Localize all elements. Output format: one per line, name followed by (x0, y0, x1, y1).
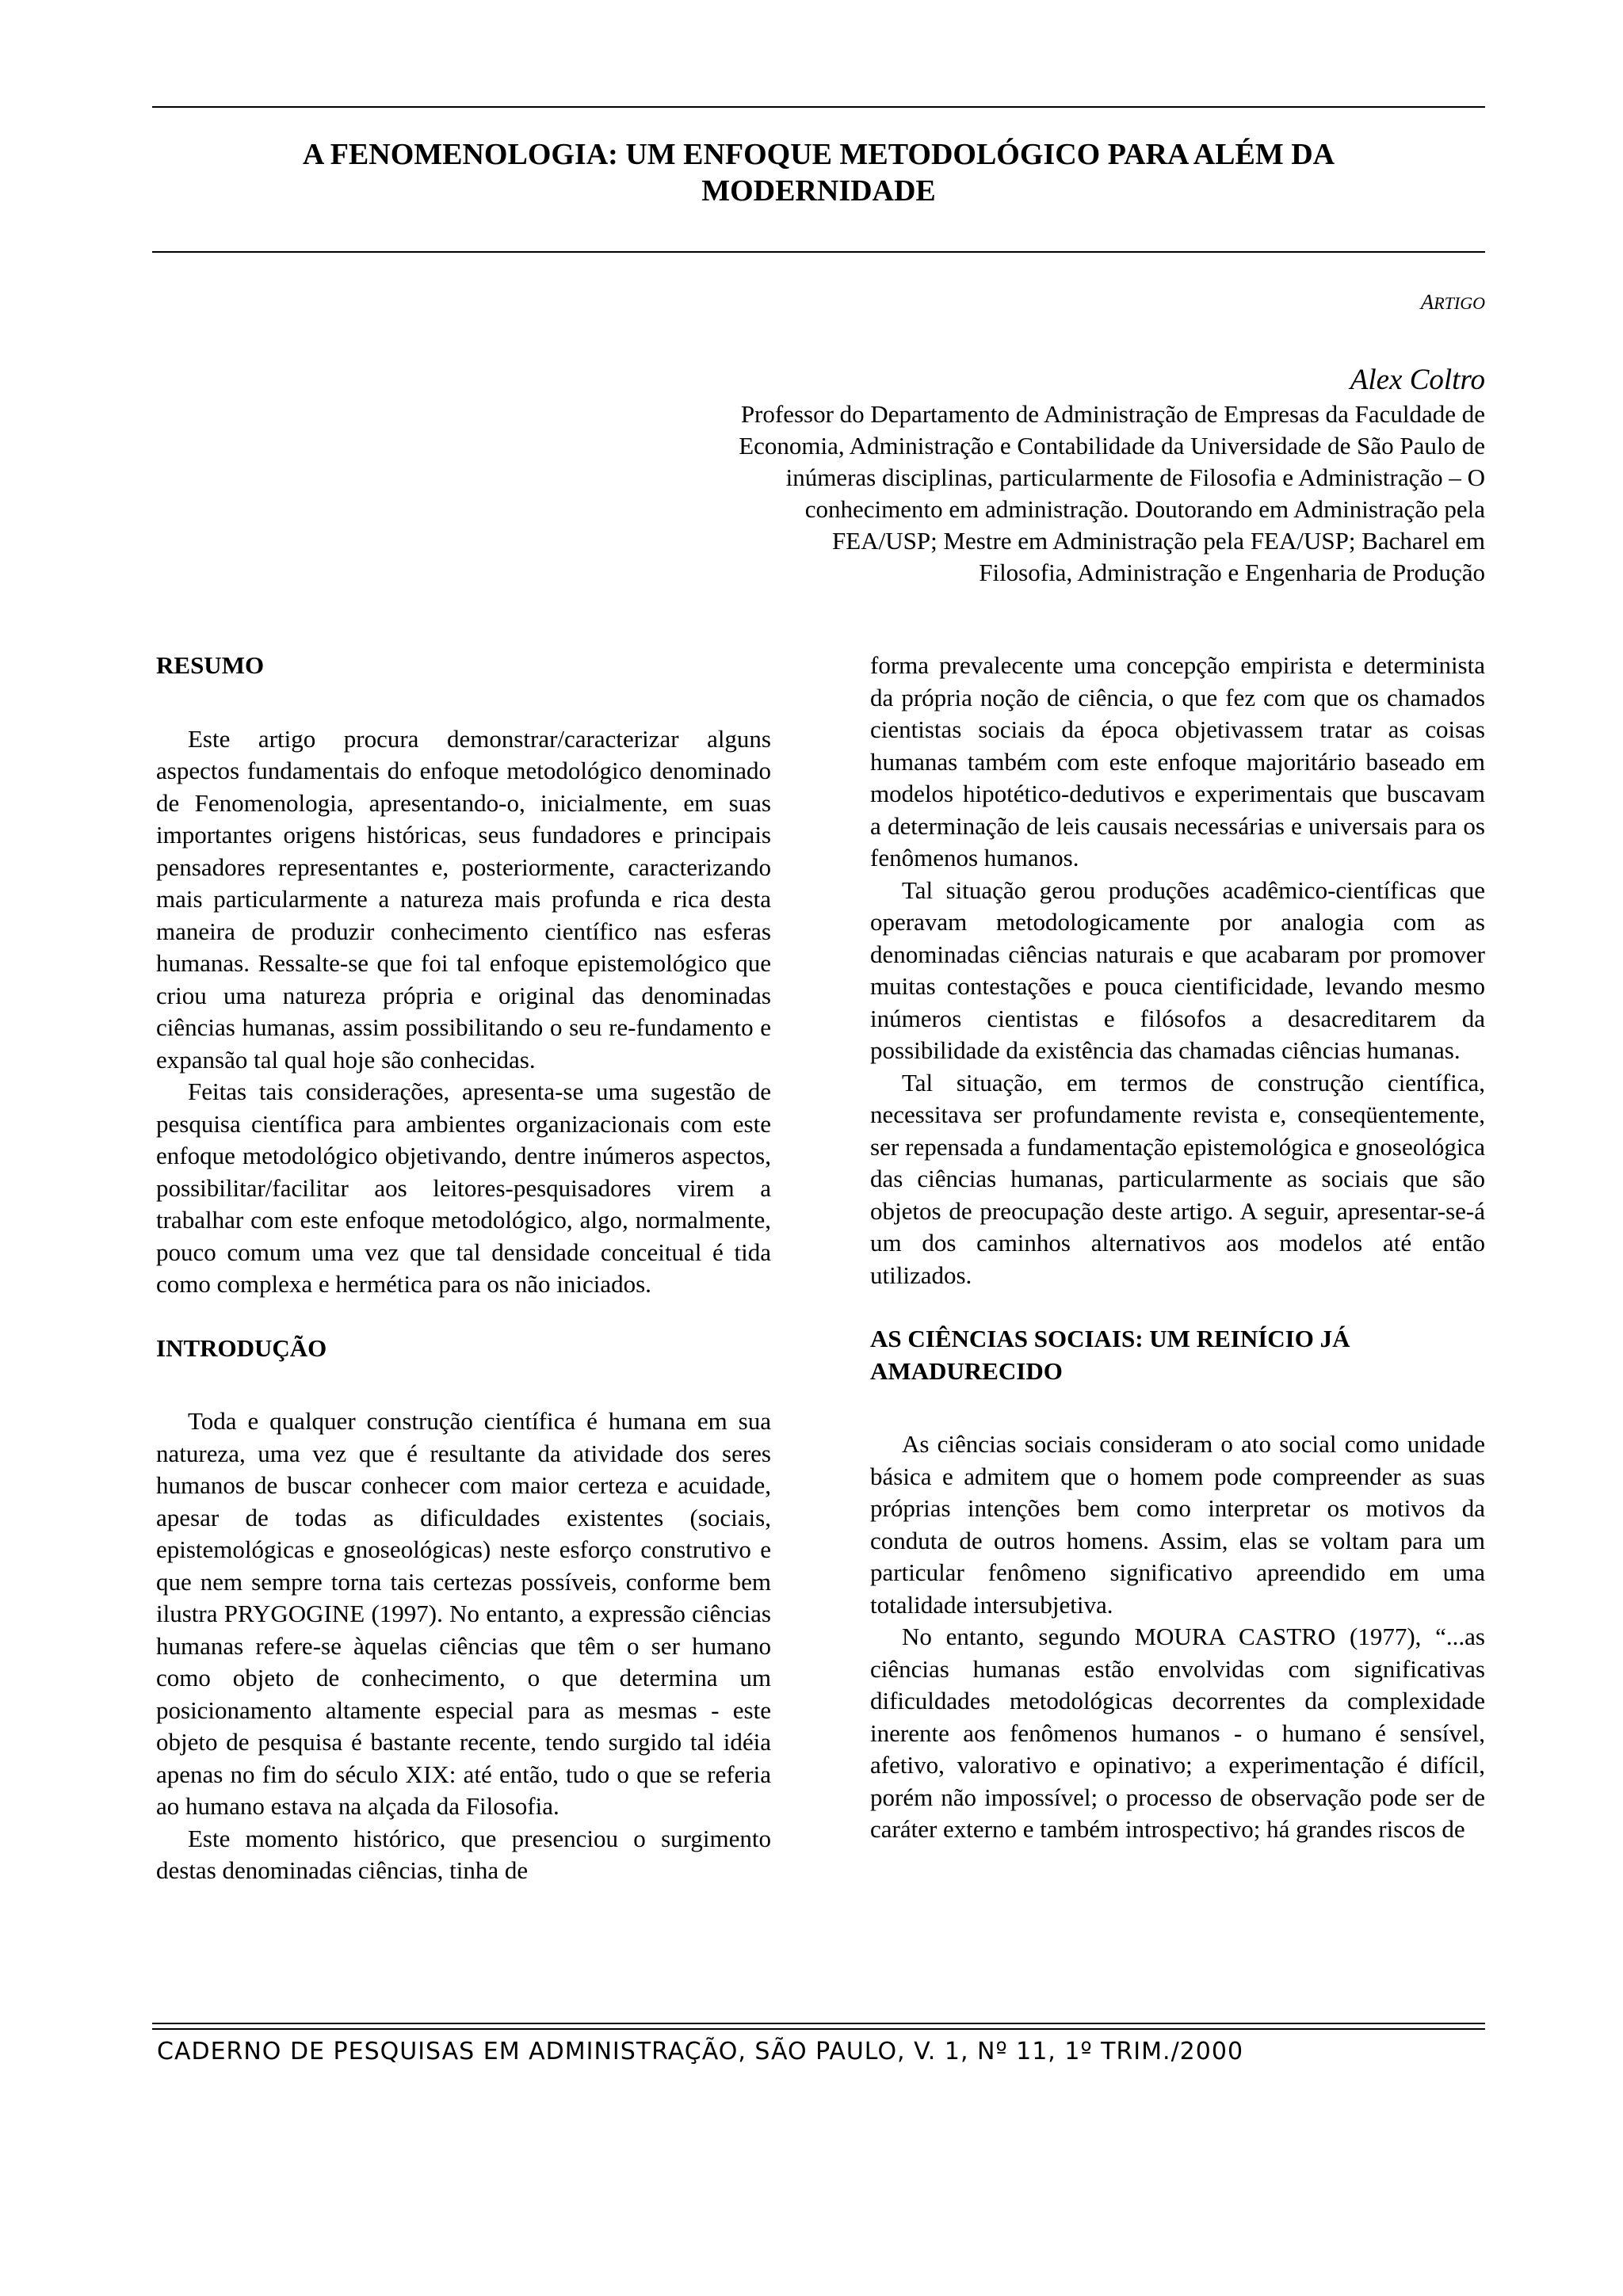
affiliation-line: inúmeras disciplinas, particularmente de Filosofia e Administração – O (785, 463, 1485, 491)
right-column (870, 650, 1485, 1846)
article-label-rest: RTIGO (1434, 293, 1485, 313)
right-paragraph-5: No entanto, segundo MOURA CASTRO (1977), “...as ciências humanas estão envolvidas com significativas dificuldades metodológicas decorrentes da complexidade inerente aos fenômenos humanos - o humano é sensível, afetivo, valorativo e opinativo; a experimentação é difícil, porém não impossível; o processo de observação pode ser de caráter externo e também introspectivo; há grandes riscos de (870, 1623, 1485, 1843)
author-name: Alex Coltro (1350, 364, 1485, 396)
resumo-paragraph-1: Este artigo procura demonstrar/caracterizar alguns aspectos fundamentais do enfoque metodológico denominado de Fenomenologia, apresentando-o, inicialmente, em suas importantes origens históricas, seus fundadores e principais pensadores representantes e, posteriormente, caracterizando mais particularmente a natureza mais profunda e rica desta maneira de produzir conhecimento científico nas esferas humanas. Ressalte-se que foi tal enfoque epistemológico que criou uma natureza própria e original das denominadas ciências humanas, assim possibilitando o seu re-fundamento e expansão tal qual hoje são conhecidas. (156, 724, 771, 1074)
right-paragraph-1: forma prevalecente uma concepção empirista e determinista da própria noção de ciência, o que fez com que os chamados cientistas sociais da época objetivassem tratar as coisas humanas também com este enfoque majoritário baseado em modelos hipotético-dedutivos e experimentais que buscavam a determinação de leis causais necessárias e universais para os fenômenos humanos. (870, 651, 1485, 871)
article-type-label (1421, 290, 1485, 315)
title-line-2: MODERNIDADE (701, 174, 936, 208)
footer-rule-lower (152, 2028, 1485, 2030)
article-label-initial: A (1420, 290, 1434, 314)
affiliation-line: conhecimento em administração. Doutorando em Administração pela (804, 495, 1485, 523)
introducao-paragraph-1: Toda e qualquer construção científica é humana em sua natureza, uma vez que é resultante da atividade dos seres humanos de buscar conhecer com maior certeza e acuidade, apesar de todas as dificuldades existentes (sociais, epistemológicas e gnoseológicas) neste esforço construtivo e que nem sempre torna tais certezas possíveis, conforme bem ilustra PRYGOGINE (1997). No entanto, a expressão ciências humanas refere-se àquelas ciências que têm o ser humano como objeto de conhecimento, o que determina um posicionamento altamente especial para as mesmas - este objeto de pesquisa é bastante recente, tendo surgido tal idéia apenas no fim do século XIX: até então, tudo o que se referia ao humano estava na alçada da Filosofia. (156, 1407, 771, 1820)
top-rule (152, 106, 1485, 108)
right-paragraph-4: As ciências sociais consideram o ato social como unidade básica e admitem que o homem pode compreender as suas próprias intenções bem como interpretar os motivos da conduta de outros homens. Assim, elas se voltam para um particular fenômeno significativo apreendido em uma totalidade intersubjetiva. (870, 1430, 1485, 1619)
affiliation-line: Professor do Departamento de Administração de Empresas da Faculdade de (740, 400, 1485, 428)
right-paragraph-2: Tal situação gerou produções acadêmico-científicas que operavam metodologicamente por analogia com as denominadas ciências naturais e que acabaram por promover muitas contestações e pouca cientificidade, levando mesmo inúmeros cientistas e filósofos a desacreditarem da possibilidade da existência das chamadas ciências humanas. (870, 875, 1485, 1064)
affiliation-line: Economia, Administração e Contabilidade da Universidade de São Paulo de (739, 432, 1485, 460)
affiliation-line: Filosofia, Administração e Engenharia de Produção (979, 559, 1485, 586)
ciencias-sociais-heading: AS CIÊNCIAS SOCIAIS: UM REINÍCIO JÁ AMADURECIDO (870, 1325, 1350, 1385)
left-column (156, 650, 771, 1887)
resumo-paragraph-2: Feitas tais considerações, apresenta-se uma sugestão de pesquisa científica para ambientes organizacionais com este enfoque metodológico objetivando, dentre inúmeros aspectos, possibilitar/facilitar aos leitores-pesquisadores virem a trabalhar com este enfoque metodológico, algo, normalmente, pouco comum uma vez que tal densidade conceitual é tida como complexa e hermética para os não iniciados. (156, 1077, 771, 1298)
introducao-paragraph-2: Este momento histórico, que presenciou o surgimento destas denominadas ciências, tinha de (156, 1824, 771, 1884)
article-title (152, 136, 1485, 209)
resumo-heading: RESUMO (156, 651, 265, 679)
title-line-1: A FENOMENOLOGIA: UM ENFOQUE METODOLÓGICO PARA ALÉM DA (302, 138, 1335, 171)
journal-footer: CADERNO DE PESQUISAS EM ADMINISTRAÇÃO, SÃO PAULO, V. 1, Nº 11, 1º TRIM./2000 (157, 2038, 1244, 2065)
introducao-heading: INTRODUÇÃO (156, 1333, 327, 1362)
affiliation-line: FEA/USP; Mestre em Administração pela FEA/USP; Bacharel em (832, 527, 1485, 555)
author-affiliation (613, 399, 1485, 589)
footer-rule-upper (152, 2023, 1485, 2024)
title-rule (152, 251, 1485, 253)
right-paragraph-3: Tal situação, em termos de construção científica, necessitava ser profundamente revista e, conseqüentemente, ser repensada a fundamentação epistemológica e gnoseológica das ciências humanas, particularmente as sociais que são objetos de preocupação deste artigo. A seguir, apresentar-se-á um dos caminhos alternativos aos modelos até então utilizados. (870, 1068, 1485, 1289)
